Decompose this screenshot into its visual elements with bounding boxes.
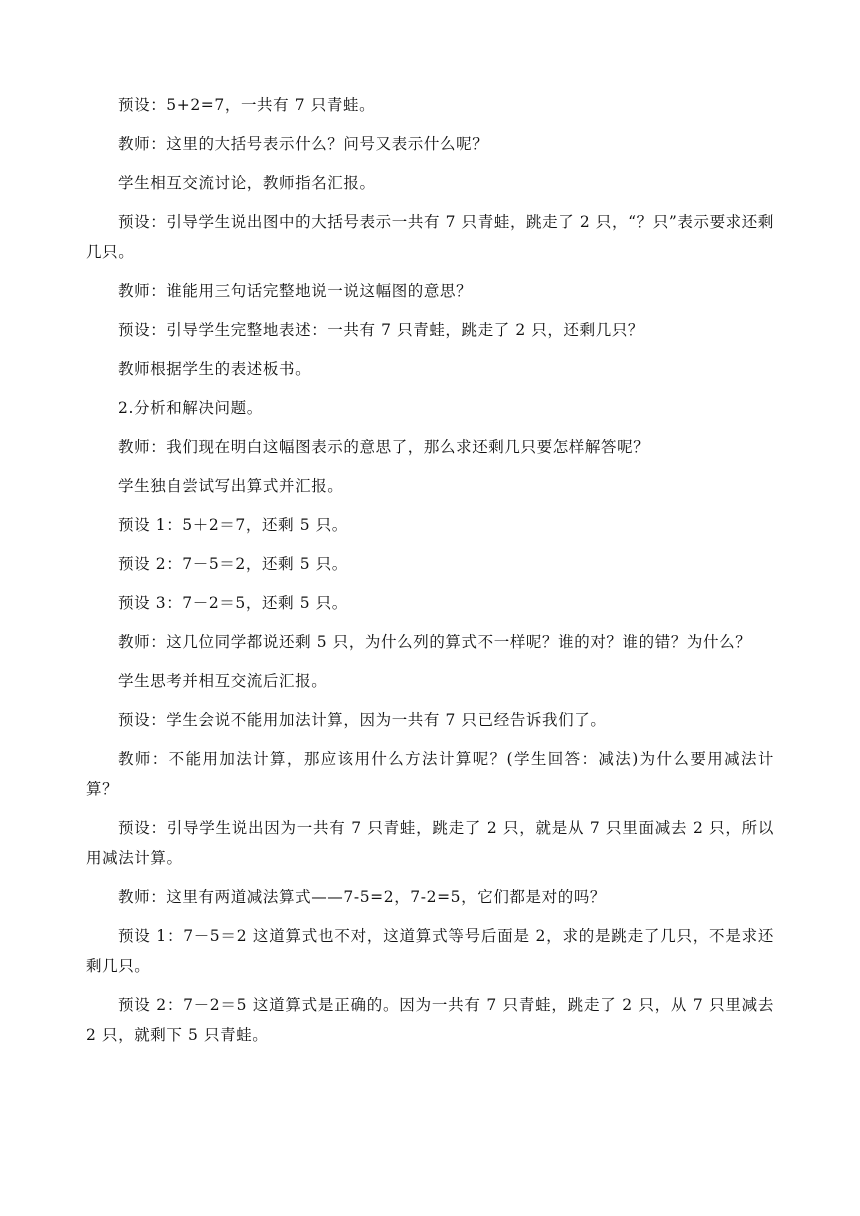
paragraph-21: 预设 2：7－2＝5 这道算式是正确的。因为一共有 7 只青蛙，跳走了 2 只，从 7 只里减去 2 只，就剩下 5 只青蛙。 xyxy=(86,996,774,1044)
paragraph-12: 预设 2：7－5＝2，还剩 5 只。 xyxy=(118,555,348,573)
paragraph-6: 预设：引导学生完整地表述：一共有 7 只青蛙，跳走了 2 只，还剩几只？ xyxy=(118,321,645,339)
paragraph-20: 预设 1：7－5＝2 这道算式也不对，这道算式等号后面是 2，求的是跳走了几只，不是求还剩几只。 xyxy=(86,927,774,975)
paragraph-5: 教师：谁能用三句话完整地说一说这幅图的意思？ xyxy=(118,282,473,300)
paragraph-7: 教师根据学生的表述板书。 xyxy=(118,360,312,378)
paragraph-18: 预设：引导学生说出因为一共有 7 只青蛙，跳走了 2 只，就是从 7 只里面减去 2 只，所以用减法计算。 xyxy=(86,819,774,867)
paragraph-10: 学生独自尝试写出算式并汇报。 xyxy=(118,477,344,495)
section-heading: 2.分析和解决问题。 xyxy=(118,399,263,417)
paragraph-9: 教师：我们现在明白这幅图表示的意思了，那么求还剩几只要怎样解答呢？ xyxy=(118,438,650,456)
paragraph-19: 教师：这里有两道减法算式——7-5=2，7-2=5，它们都是对的吗？ xyxy=(118,888,607,906)
paragraph-15: 学生思考并相互交流后汇报。 xyxy=(118,672,328,690)
paragraph-2: 教师：这里的大括号表示什么？问号又表示什么呢？ xyxy=(118,135,489,153)
paragraph-1: 预设：5+2=7，一共有 7 只青蛙。 xyxy=(118,96,376,114)
paragraph-3: 学生相互交流讨论，教师指名汇报。 xyxy=(118,174,376,192)
paragraph-14: 教师：这几位同学都说还剩 5 只，为什么列的算式不一样呢？谁的对？谁的错？为什么？ xyxy=(118,633,752,651)
paragraph-17: 教师：不能用加法计算，那应该用什么方法计算呢？(学生回答：减法)为什么要用减法计算？ xyxy=(86,750,774,798)
paragraph-13: 预设 3：7－2＝5，还剩 5 只。 xyxy=(118,594,348,612)
paragraph-16: 预设：学生会说不能用加法计算，因为一共有 7 只已经告诉我们了。 xyxy=(118,711,607,729)
paragraph-4: 预设：引导学生说出图中的大括号表示一共有 7 只青蛙，跳走了 2 只，“？只”表示要求还剩几只。 xyxy=(86,213,774,261)
paragraph-11: 预设 1：5＋2＝7，还剩 5 只。 xyxy=(118,516,348,534)
